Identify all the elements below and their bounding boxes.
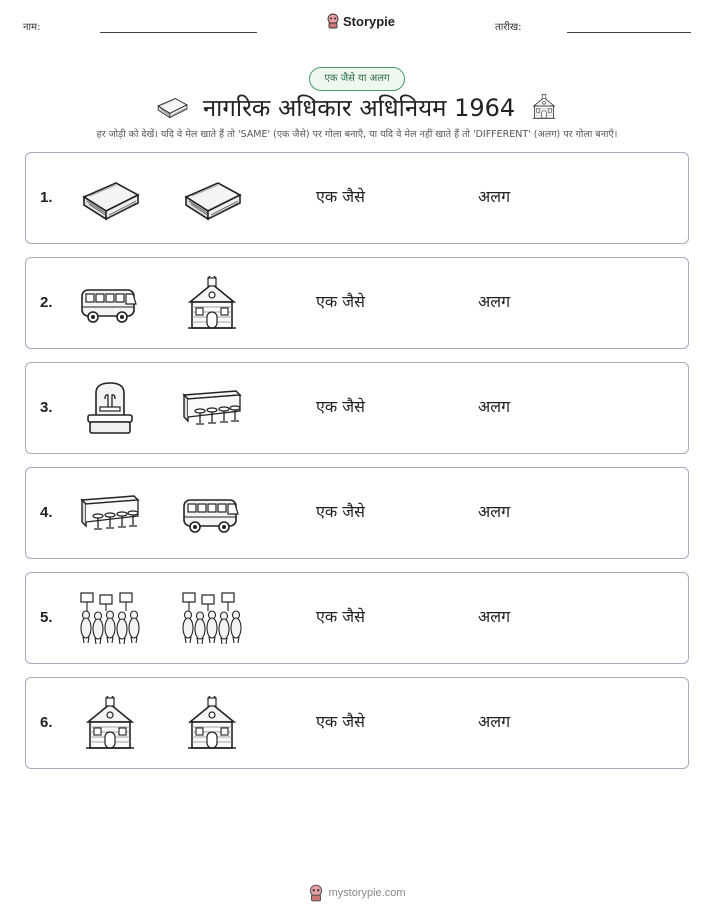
question-card <box>25 362 689 454</box>
different-option[interactable]: अलग <box>478 502 511 521</box>
same-option[interactable]: एक जैसे <box>316 187 365 206</box>
brand-name: Storypie <box>343 13 396 29</box>
counter-icon <box>78 486 142 542</box>
counter-icon <box>180 381 244 437</box>
date-label: तारीख: <box>495 22 522 33</box>
question-card <box>25 572 689 664</box>
question-number: 2. <box>40 294 53 311</box>
question-number: 3. <box>40 399 53 416</box>
question-number: 1. <box>40 189 53 206</box>
question-card <box>25 677 689 769</box>
date-input-line[interactable] <box>567 32 691 33</box>
schoolhouse-icon <box>529 91 559 123</box>
title-row <box>0 90 714 124</box>
name-label: नाम: <box>23 22 41 33</box>
different-option[interactable]: अलग <box>478 712 511 731</box>
book-icon <box>78 171 142 227</box>
schoolhouse-icon <box>180 696 244 752</box>
different-option[interactable]: अलग <box>478 187 511 206</box>
brand-logo <box>326 13 395 29</box>
book-icon <box>180 171 244 227</box>
question-card <box>25 467 689 559</box>
different-option[interactable]: अलग <box>478 292 511 311</box>
page-title: नागरिक अधिकार अधिनियम 1964 <box>202 93 516 122</box>
marchers-icon <box>180 591 244 647</box>
different-option[interactable]: अलग <box>478 397 511 416</box>
worksheet-header <box>0 0 714 44</box>
different-option[interactable]: अलग <box>478 607 511 626</box>
question-number: 4. <box>40 504 53 521</box>
storypie-mascot-icon <box>326 13 340 29</box>
same-option[interactable]: एक जैसे <box>316 397 365 416</box>
question-number: 5. <box>40 609 53 626</box>
storypie-mascot-icon <box>308 884 324 902</box>
worksheet-type-badge: एक जैसे या अलग <box>309 67 405 91</box>
question-card <box>25 257 689 349</box>
marchers-icon <box>78 591 142 647</box>
same-option[interactable]: एक जैसे <box>316 502 365 521</box>
same-option[interactable]: एक जैसे <box>316 712 365 731</box>
footer-url: mystorypie.com <box>328 887 406 899</box>
schoolhouse-icon <box>78 696 142 752</box>
same-option[interactable]: एक जैसे <box>316 607 365 626</box>
schoolhouse-icon <box>180 276 244 332</box>
instructions: हर जोड़ी को देखें। यदि वे मेल खाते हैं तो 'SAME' (एक जैसे) पर गोला बनाएँ, या यदि वे मेल नहीं खाते हैं तो 'DIFFERENT' (अलग) पर गोला बनाएँ। <box>96 129 618 140</box>
question-number: 6. <box>40 714 53 731</box>
fountain-icon <box>78 381 142 437</box>
same-option[interactable]: एक जैसे <box>316 292 365 311</box>
book-icon <box>155 92 189 122</box>
name-input-line[interactable] <box>100 32 257 33</box>
footer <box>0 884 714 902</box>
bus-icon <box>78 276 142 332</box>
bus-icon <box>180 486 244 542</box>
question-card <box>25 152 689 244</box>
